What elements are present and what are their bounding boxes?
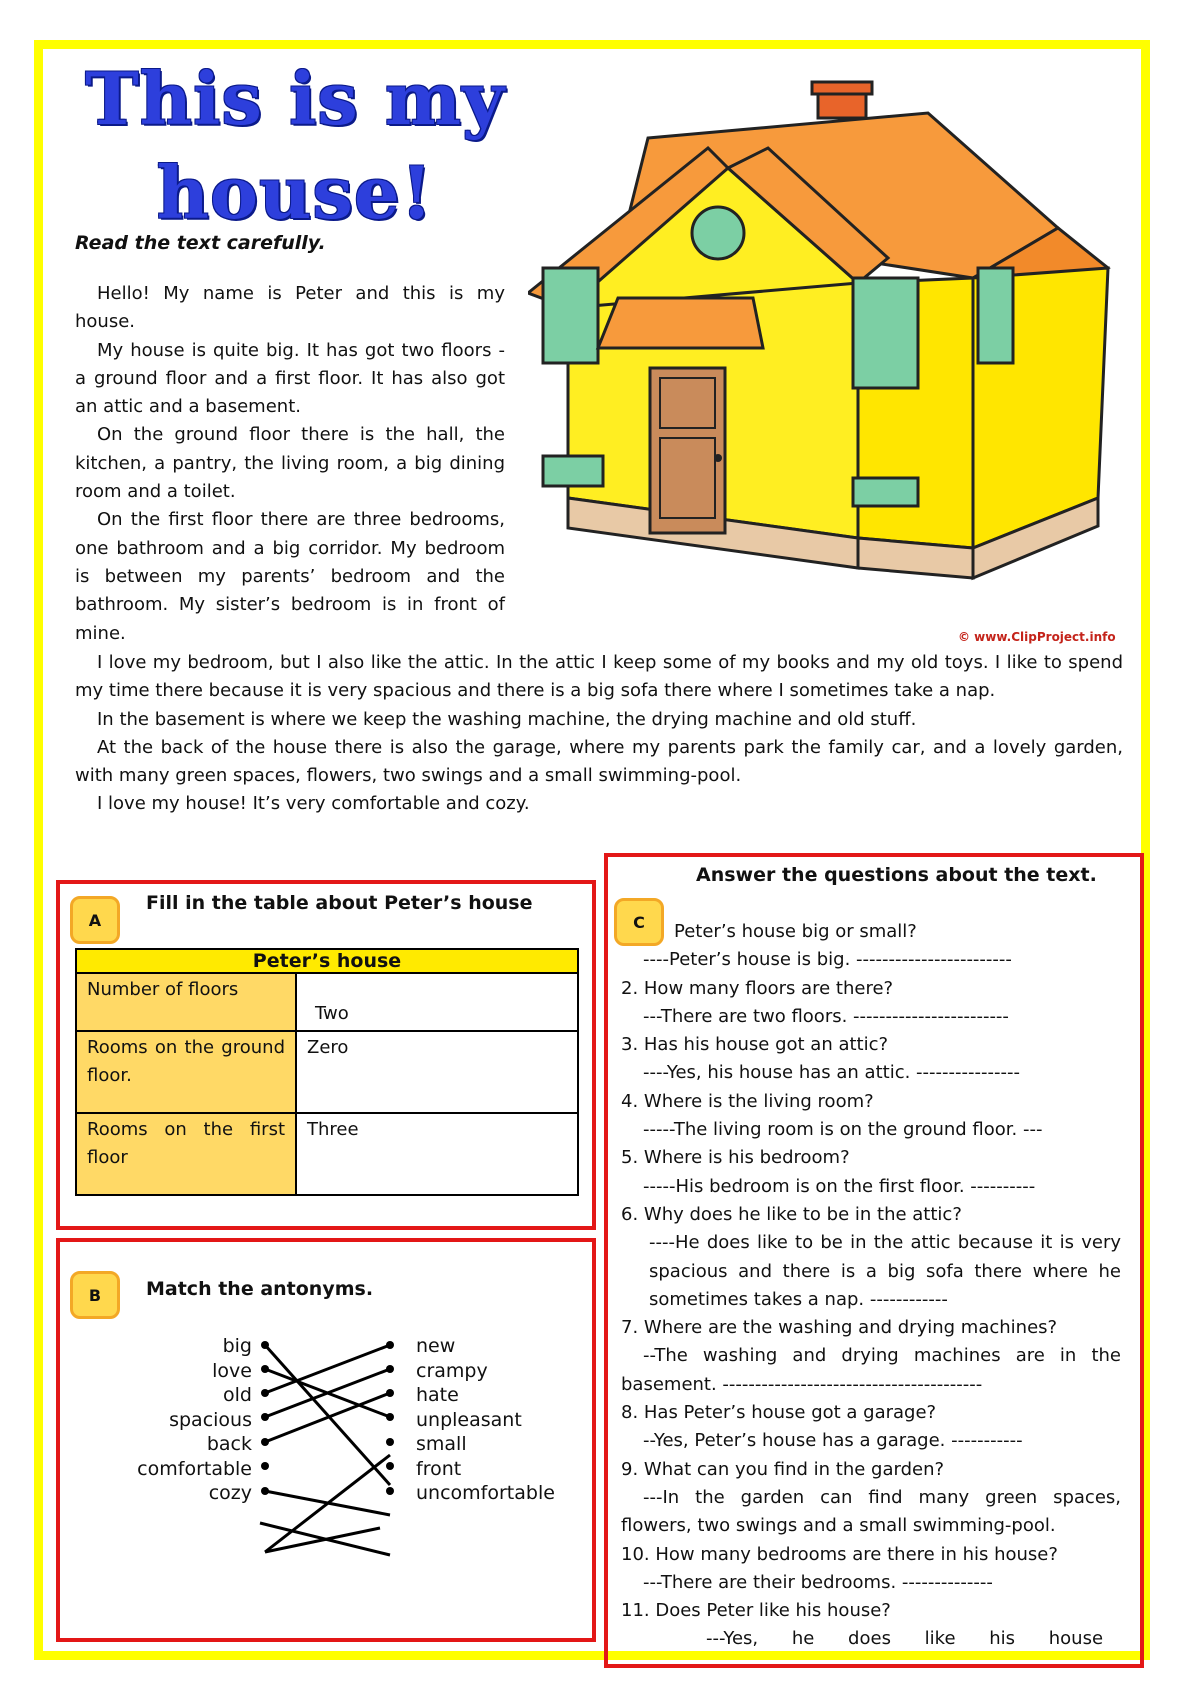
antonym-word: comfortable [137, 1457, 252, 1480]
page-title [70, 52, 520, 240]
table-row-answer[interactable]: Zero [296, 1031, 578, 1113]
question: 7. Where are the washing and drying machines? [621, 1317, 1058, 1339]
antonyms-right-column [416, 1334, 555, 1506]
antonym-word: front [416, 1457, 462, 1480]
section-b-title: Match the antonyms. [146, 1278, 374, 1300]
question: 3. Has his house got an attic? [621, 1034, 889, 1056]
question: 9. What can you find in the garden? [621, 1458, 945, 1480]
antonym-word: spacious [169, 1408, 252, 1431]
answer: ---There are their bedrooms. -------------- [643, 1571, 993, 1593]
paragraph: On the ground floor there is the hall, the kitchen, a pantry, the living room, a big dining room and a toilet. [75, 424, 505, 503]
antonym-word: back [206, 1433, 252, 1455]
answer: -----The living room is on the ground floor. --- [643, 1119, 1043, 1141]
title-line-1: This is my [85, 56, 505, 141]
answer: ----Yes, his house has an attic. ---------------- [643, 1062, 1020, 1084]
question: Peter’s house big or small? [674, 921, 917, 942]
answer: --The washing and drying machines are in the basement. ---------------------------------------- [621, 1345, 1121, 1395]
image-credit: © www.ClipProject.info [958, 630, 1116, 644]
answer: --Yes, Peter’s house has a garage. ----------- [643, 1430, 1023, 1452]
answer: ----Peter’s house is big. ------------------------ [643, 949, 1012, 971]
peters-house-table [75, 948, 579, 1196]
answer: ---There are two floors. ------------------------ [643, 1005, 1009, 1027]
table-row-label: Rooms on the ground floor. [76, 1031, 296, 1113]
paragraph: At the back of the house there is also the garage, where my parents park the family car, and a lovely garden, with many green spaces, flowers, two swings and a small swimming-pool. [75, 736, 1123, 787]
reading-text-full [75, 649, 1123, 819]
answer: ---Yes, he does like his house [706, 1628, 1104, 1650]
antonym-word: old [223, 1384, 252, 1406]
answer: -----His bedroom is on the first floor. ---------- [643, 1175, 1036, 1197]
answer: ---In the garden can find many green spaces, flowers, two swings and a small swimming-pool. [621, 1486, 1121, 1537]
instruction: Read the text carefully. [75, 232, 326, 254]
matching-lines[interactable] [250, 1330, 410, 1580]
paragraph: On the first floor there are three bedrooms, one bathroom and a big corridor. My bedroom is between my parents’ bedroom and the bathroom. My sister’s bedroom is in front of mine. [75, 509, 505, 644]
table-header: Peter’s house [76, 949, 578, 973]
question: 10. How many bedrooms are there in his house? [621, 1543, 1058, 1565]
paragraph: Hello! My name is Peter and this is my house. [75, 283, 505, 333]
question: 8. Has Peter’s house got a garage? [621, 1402, 937, 1424]
match-strokes [260, 1345, 390, 1555]
title-line-2: house! [156, 150, 434, 235]
question: 11. Does Peter like his house? [621, 1600, 891, 1622]
paragraph: I love my bedroom, but I also like the attic. In the attic I keep some of my books and my old toys. I like to spend my time there because it is very spacious and there is a big sofa there where I sometimes take a nap. [75, 652, 1123, 702]
antonym-word: hate [416, 1384, 459, 1406]
antonym-word: uncomfortable [416, 1482, 555, 1504]
house-illustration [528, 78, 1148, 598]
antonyms-left-column [137, 1334, 252, 1506]
section-b-badge: B [70, 1271, 120, 1319]
paragraph: My house is quite big. It has got two floors - a ground floor and a first floor. It has also got an attic and a basement. [75, 339, 505, 418]
table-row-label: Rooms on the first floor [76, 1113, 296, 1195]
section-a-badge: A [70, 896, 120, 944]
antonym-word: love [212, 1359, 252, 1382]
table-row-label: Number of floors [76, 973, 296, 1031]
table-row-answer[interactable] [296, 973, 578, 1031]
section-c-badge: C [614, 898, 664, 946]
answer: ----He does like to be in the attic because it is very spacious and there is a big sofa there where he sometimes takes a nap. ------------ [649, 1232, 1121, 1310]
section-c-title: Answer the questions about the text. [696, 864, 1097, 886]
reading-text-top [75, 280, 505, 648]
questions-answers [621, 918, 1121, 1654]
question: 6. Why does he like to be in the attic? [621, 1203, 962, 1225]
antonym-word: big [222, 1335, 252, 1357]
question: 2. How many floors are there? [621, 977, 894, 999]
answer-text: Two [315, 1003, 349, 1024]
antonym-word: cozy [208, 1482, 252, 1504]
section-a-title: Fill in the table about Peter’s house [146, 892, 533, 914]
antonym-word: new [416, 1335, 456, 1357]
paragraph: In the basement is where we keep the washing machine, the drying machine and old stuff. [97, 708, 917, 730]
question: 5. Where is his bedroom? [621, 1147, 850, 1169]
antonym-word: small [416, 1433, 467, 1455]
antonym-word: unpleasant [416, 1408, 522, 1431]
question: 4. Where is the living room? [621, 1090, 874, 1112]
table-row-answer[interactable]: Three [296, 1113, 578, 1195]
paragraph: I love my house! It’s very comfortable and cozy. [97, 793, 530, 815]
antonym-word: crampy [416, 1359, 488, 1382]
